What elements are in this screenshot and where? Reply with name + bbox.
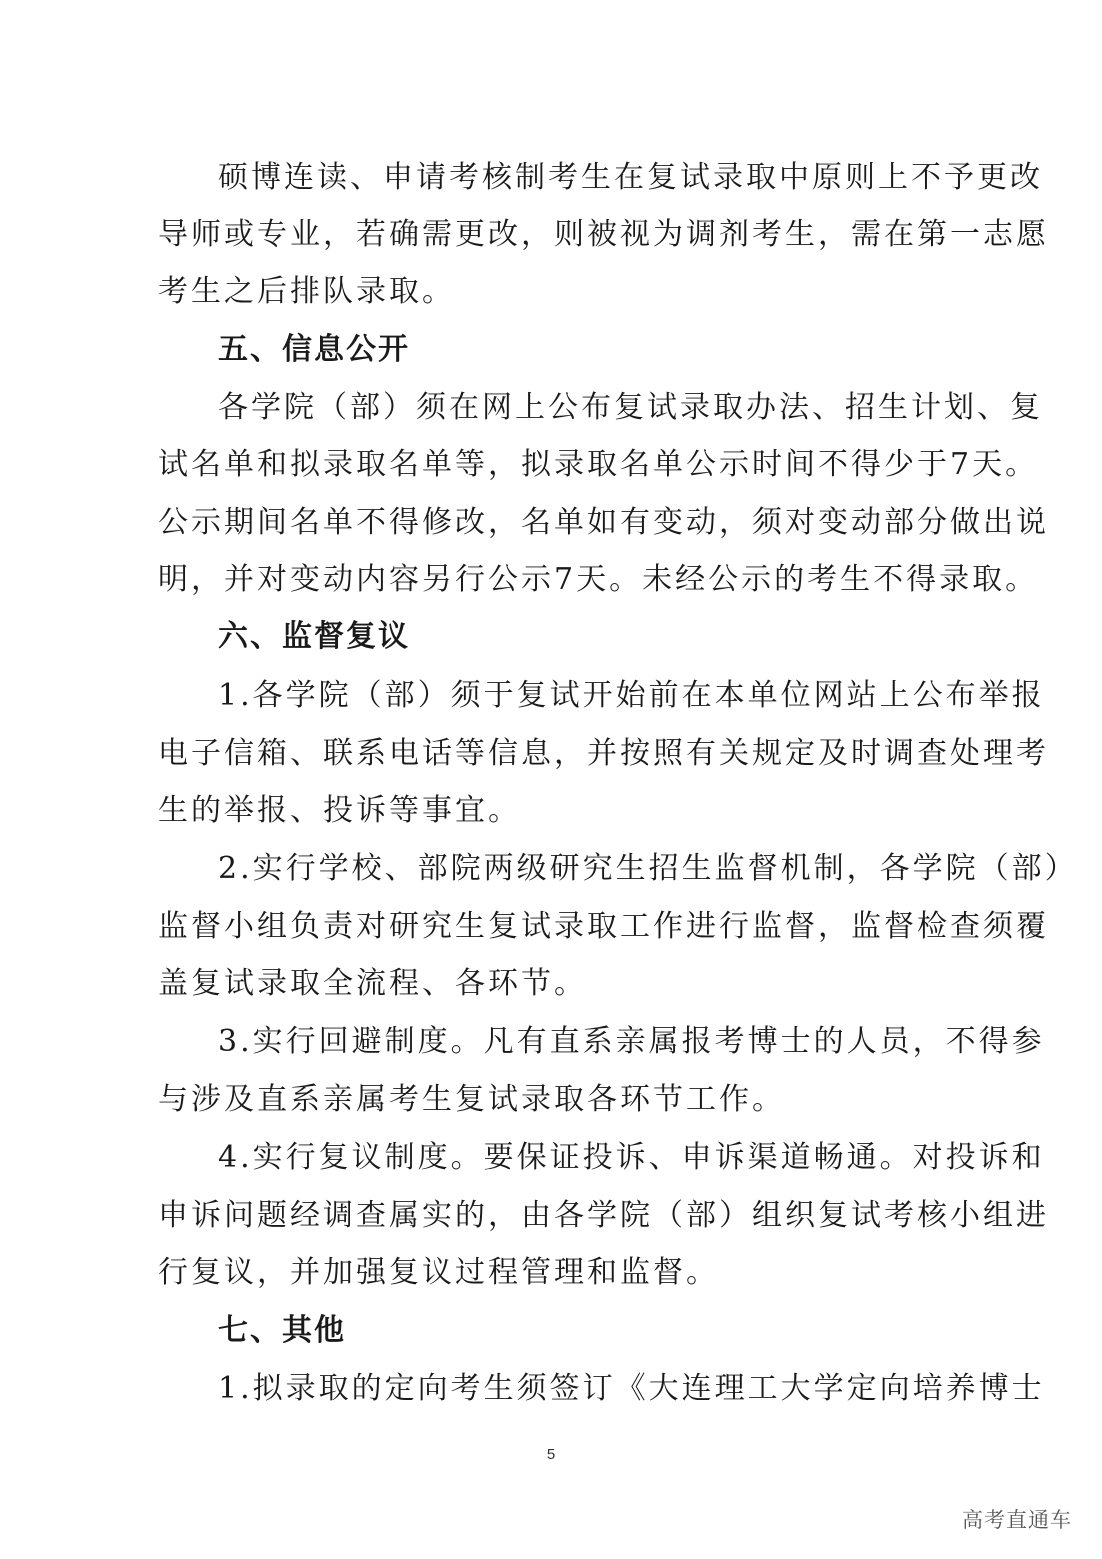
paragraph-line: 公示期间名单不得修改，名单如有变动，须对变动部分做出说 [158, 505, 1049, 540]
paragraph-line: 3.实行回避制度。凡有直系亲属报考博士的人员，不得参 [218, 1024, 1045, 1059]
paragraph-line: 监督小组负责对研究生复试录取工作进行监督，监督检查须覆 [158, 909, 1049, 944]
paragraph-line: 1.拟录取的定向考生须签订《大连理工大学定向培养博士 [218, 1371, 1045, 1406]
paragraph-line: 试名单和拟录取名单等，拟录取名单公示时间不得少于7天。 [158, 447, 1039, 482]
section-heading: 五、信息公开 [218, 332, 410, 367]
paragraph-line: 与涉及直系亲属考生复试录取各环节工作。 [158, 1082, 785, 1117]
paragraph-line: 盖复试录取全流程、各环节。 [158, 966, 587, 1001]
watermark-text: 高考直通车 [962, 1508, 1072, 1532]
paragraph-line: 明，并对变动内容另行公示7天。未经公示的考生不得录取。 [158, 562, 1039, 597]
paragraph-line: 导师或专业，若确需更改，则被视为调剂考生，需在第一志愿 [158, 217, 1049, 252]
paragraph-line: 考生之后排队录取。 [158, 274, 455, 309]
paragraph-line: 2.实行学校、部院两级研究生招生监督机制，各学院（部） [218, 851, 1078, 886]
section-heading: 六、监督复议 [218, 619, 410, 654]
paragraph-line: 1.各学院（部）须于复试开始前在本单位网站上公布举报 [218, 678, 1045, 713]
paragraph-line: 硕博连读、申请考核制考生在复试录取中原则上不予更改 [218, 160, 1043, 195]
paragraph-line: 各学院（部）须在网上公布复试录取办法、招生计划、复 [218, 390, 1043, 425]
paragraph-line: 生的举报、投诉等事宜。 [158, 793, 521, 828]
paragraph-line: 4.实行复议制度。要保证投诉、申诉渠道畅通。对投诉和 [218, 1140, 1045, 1175]
paragraph-line: 电子信箱、联系电话等信息，并按照有关规定及时调查处理考 [158, 736, 1049, 771]
paragraph-line: 申诉问题经调查属实的，由各学院（部）组织复试考核小组进 [158, 1198, 1049, 1233]
paragraph-line: 行复议，并加强复议过程管理和监督。 [158, 1255, 719, 1290]
section-heading: 七、其他 [218, 1313, 346, 1348]
page-number: 5 [546, 1446, 556, 1463]
